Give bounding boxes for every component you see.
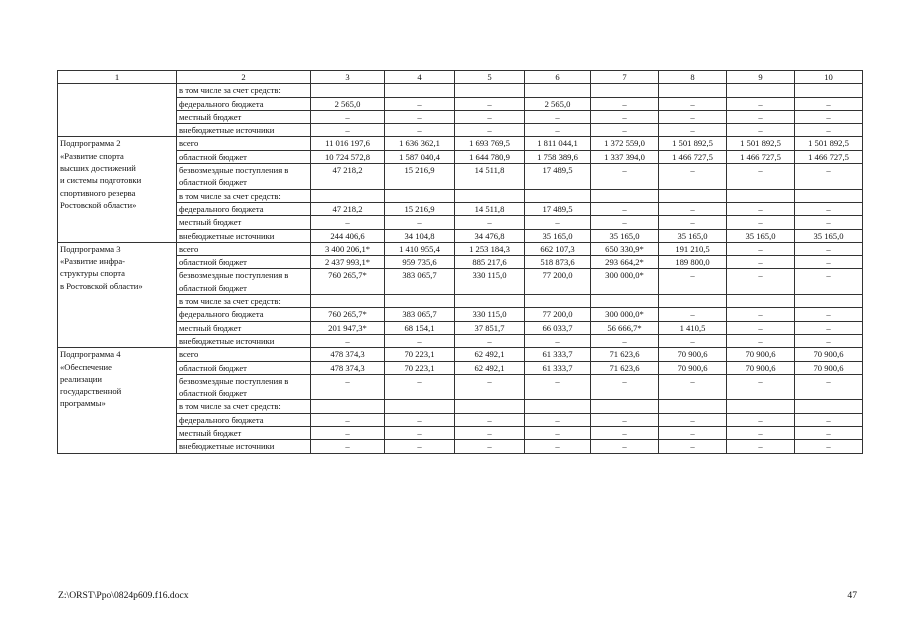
amount-cell: – — [727, 242, 795, 255]
amount-cell: – — [455, 97, 525, 110]
amount-cell: – — [385, 124, 455, 137]
amount-cell: – — [591, 413, 659, 426]
amount-cell: – — [795, 334, 863, 347]
amount-cell: 201 947,3* — [311, 321, 385, 334]
amount-cell — [591, 400, 659, 413]
funding-source-label: федерального бюджета — [177, 97, 311, 110]
subprogram-name-line: структуры спорта — [60, 268, 125, 279]
amount-cell: 1 811 044,1 — [525, 137, 591, 150]
amount-cell: 35 165,0 — [525, 229, 591, 242]
amount-cell — [659, 400, 727, 413]
amount-cell: 70 900,6 — [659, 348, 727, 361]
amount-cell: – — [525, 124, 591, 137]
table-row — [58, 84, 863, 97]
amount-cell: – — [727, 334, 795, 347]
amount-cell: – — [727, 440, 795, 453]
table-row — [58, 164, 863, 190]
amount-cell: 17 489,5 — [525, 164, 591, 190]
amount-cell — [795, 295, 863, 308]
amount-cell: – — [727, 124, 795, 137]
funding-source-label: в том числе за счет средств: — [177, 400, 311, 413]
column-header-4: 4 — [385, 71, 455, 84]
funding-source-label: в том числе за счет средств: — [177, 189, 311, 202]
amount-cell: – — [727, 256, 795, 269]
amount-cell: 1 644 780,9 — [455, 150, 525, 163]
amount-cell: – — [311, 334, 385, 347]
amount-cell: 1 501 892,5 — [659, 137, 727, 150]
funding-source-label: в том числе за счет средств: — [177, 84, 311, 97]
amount-cell: – — [385, 440, 455, 453]
amount-cell: 330 115,0 — [455, 269, 525, 295]
subprogram-name — [58, 348, 177, 453]
amount-cell: – — [795, 269, 863, 295]
funding-source-label: местный бюджет — [177, 216, 311, 229]
amount-cell: 885 217,6 — [455, 256, 525, 269]
table-row — [58, 202, 863, 215]
amount-cell — [385, 84, 455, 97]
funding-source-label: местный бюджет — [177, 321, 311, 334]
amount-cell: – — [525, 110, 591, 123]
amount-cell: 10 724 572,8 — [311, 150, 385, 163]
amount-cell: 70 900,6 — [795, 348, 863, 361]
amount-cell: 478 374,3 — [311, 348, 385, 361]
amount-cell: – — [455, 110, 525, 123]
amount-cell — [659, 295, 727, 308]
amount-cell: – — [591, 110, 659, 123]
amount-cell: 293 664,2* — [591, 256, 659, 269]
amount-cell: – — [385, 97, 455, 110]
amount-cell: 1 466 727,5 — [727, 150, 795, 163]
amount-cell: 650 330,9* — [591, 242, 659, 255]
amount-cell: 11 016 197,6 — [311, 137, 385, 150]
subprogram-name-line: спортивного резерва — [60, 187, 136, 198]
table-row — [58, 295, 863, 308]
amount-cell — [311, 295, 385, 308]
funding-source-label: федерального бюджета — [177, 413, 311, 426]
subprogram-name-line: высших достижений — [60, 163, 136, 174]
amount-cell: 70 223,1 — [385, 361, 455, 374]
amount-cell: – — [727, 321, 795, 334]
subprogram-name-line: и системы подготовки — [60, 175, 142, 186]
amount-cell — [659, 189, 727, 202]
column-header-10: 10 — [795, 71, 863, 84]
amount-cell: 300 000,0* — [591, 269, 659, 295]
document-path: Z:\ORST\Ppo\0824p609.f16.docx — [58, 590, 189, 601]
amount-cell: 61 333,7 — [525, 348, 591, 361]
funding-source-label: всего — [177, 242, 311, 255]
amount-cell — [311, 84, 385, 97]
funding-source-label: федерального бюджета — [177, 202, 311, 215]
amount-cell — [311, 189, 385, 202]
amount-cell: – — [525, 427, 591, 440]
amount-cell: – — [795, 110, 863, 123]
amount-cell: – — [311, 216, 385, 229]
funding-source-label: внебюджетные источники — [177, 440, 311, 453]
amount-cell: – — [525, 413, 591, 426]
funding-source-label: внебюджетные источники — [177, 229, 311, 242]
amount-cell: 56 666,7* — [591, 321, 659, 334]
amount-cell: – — [727, 427, 795, 440]
table-row — [58, 216, 863, 229]
amount-cell — [385, 400, 455, 413]
amount-cell — [455, 295, 525, 308]
amount-cell: – — [727, 164, 795, 190]
column-header-1: 1 — [58, 71, 177, 84]
amount-cell: 1 501 892,5 — [727, 137, 795, 150]
column-header-8: 8 — [659, 71, 727, 84]
table-row — [58, 321, 863, 334]
amount-cell: – — [795, 256, 863, 269]
amount-cell — [591, 295, 659, 308]
amount-cell: 15 216,9 — [385, 202, 455, 215]
amount-cell: – — [795, 124, 863, 137]
amount-cell — [525, 400, 591, 413]
amount-cell — [385, 295, 455, 308]
amount-cell: 70 900,6 — [727, 361, 795, 374]
amount-cell: – — [795, 216, 863, 229]
amount-cell — [455, 189, 525, 202]
table-row — [58, 374, 863, 400]
amount-cell: – — [385, 216, 455, 229]
header-row — [58, 71, 863, 84]
amount-cell: 1 410,5 — [659, 321, 727, 334]
amount-cell: 70 223,1 — [385, 348, 455, 361]
amount-cell: 17 489,5 — [525, 202, 591, 215]
amount-cell: – — [795, 202, 863, 215]
amount-cell: 1 337 394,0 — [591, 150, 659, 163]
subprogram-name-line: государственной — [60, 386, 122, 397]
amount-cell: – — [525, 216, 591, 229]
amount-cell: 71 623,6 — [591, 361, 659, 374]
amount-cell: – — [311, 110, 385, 123]
subprogram-name-line: Подпрограмма 2 — [60, 138, 121, 149]
amount-cell: – — [659, 440, 727, 453]
table-row — [58, 400, 863, 413]
subprogram-name-line: реализации — [60, 373, 102, 384]
funding-source-label: федерального бюджета — [177, 308, 311, 321]
amount-cell: 662 107,3 — [525, 242, 591, 255]
amount-cell — [727, 84, 795, 97]
amount-cell: – — [795, 164, 863, 190]
amount-cell: – — [385, 110, 455, 123]
table-row — [58, 440, 863, 453]
table-row — [58, 348, 863, 361]
amount-cell: – — [727, 269, 795, 295]
amount-cell: – — [659, 374, 727, 400]
amount-cell: 35 165,0 — [659, 229, 727, 242]
amount-cell: – — [795, 97, 863, 110]
table-row — [58, 150, 863, 163]
amount-cell: – — [795, 413, 863, 426]
table-row — [58, 242, 863, 255]
amount-cell: – — [659, 202, 727, 215]
amount-cell: – — [795, 308, 863, 321]
amount-cell — [795, 189, 863, 202]
amount-cell: – — [591, 164, 659, 190]
table-row — [58, 361, 863, 374]
amount-cell: 35 165,0 — [591, 229, 659, 242]
funding-source-label: безвозмездные поступления в областной бюджет — [177, 164, 311, 190]
amount-cell: 760 265,7* — [311, 308, 385, 321]
amount-cell: 2 565,0 — [311, 97, 385, 110]
table-row — [58, 308, 863, 321]
table-row — [58, 110, 863, 123]
amount-cell: 300 000,0* — [591, 308, 659, 321]
table-row — [58, 334, 863, 347]
amount-cell: 1 466 727,5 — [659, 150, 727, 163]
amount-cell: 1 758 389,6 — [525, 150, 591, 163]
amount-cell: – — [591, 202, 659, 215]
amount-cell: 70 900,6 — [727, 348, 795, 361]
amount-cell: – — [795, 242, 863, 255]
amount-cell — [455, 84, 525, 97]
amount-cell — [525, 295, 591, 308]
amount-cell: 383 065,7 — [385, 269, 455, 295]
amount-cell: – — [659, 164, 727, 190]
table-row — [58, 229, 863, 242]
amount-cell: – — [455, 413, 525, 426]
amount-cell: 66 033,7 — [525, 321, 591, 334]
subprogram-name — [58, 242, 177, 347]
table-row — [58, 256, 863, 269]
column-header-6: 6 — [525, 71, 591, 84]
amount-cell: – — [659, 308, 727, 321]
amount-cell: – — [311, 427, 385, 440]
amount-cell: 1 466 727,5 — [795, 150, 863, 163]
amount-cell: – — [727, 374, 795, 400]
funding-source-label: внебюджетные источники — [177, 124, 311, 137]
amount-cell: – — [385, 427, 455, 440]
amount-cell: 15 216,9 — [385, 164, 455, 190]
amount-cell: – — [525, 334, 591, 347]
amount-cell: 34 476,8 — [455, 229, 525, 242]
amount-cell — [311, 400, 385, 413]
amount-cell — [795, 84, 863, 97]
column-header-7: 7 — [591, 71, 659, 84]
amount-cell: 62 492,1 — [455, 348, 525, 361]
table-row — [58, 137, 863, 150]
table-row — [58, 427, 863, 440]
budget-table-body — [58, 71, 863, 454]
amount-cell: – — [455, 124, 525, 137]
amount-cell: 518 873,6 — [525, 256, 591, 269]
amount-cell: 478 374,3 — [311, 361, 385, 374]
amount-cell — [727, 189, 795, 202]
subprogram-name-line: программы» — [60, 398, 106, 409]
column-header-3: 3 — [311, 71, 385, 84]
amount-cell: 14 511,8 — [455, 164, 525, 190]
funding-source-label: безвозмездные поступления в областной бюджет — [177, 374, 311, 400]
amount-cell: 760 265,7* — [311, 269, 385, 295]
amount-cell: 189 800,0 — [659, 256, 727, 269]
amount-cell: 959 735,6 — [385, 256, 455, 269]
table-row — [58, 189, 863, 202]
amount-cell: 1 372 559,0 — [591, 137, 659, 150]
subprogram-name-line: Подпрограмма 4 — [60, 349, 121, 360]
amount-cell — [525, 84, 591, 97]
amount-cell — [591, 189, 659, 202]
amount-cell: 77 200,0 — [525, 269, 591, 295]
amount-cell: – — [727, 97, 795, 110]
amount-cell: 191 210,5 — [659, 242, 727, 255]
amount-cell: 2 437 993,1* — [311, 256, 385, 269]
amount-cell — [591, 84, 659, 97]
amount-cell: – — [659, 413, 727, 426]
amount-cell — [525, 189, 591, 202]
amount-cell: – — [659, 110, 727, 123]
amount-cell: – — [591, 97, 659, 110]
amount-cell: – — [795, 440, 863, 453]
subprogram-name-line: Ростовской области» — [60, 199, 137, 210]
amount-cell: 244 406,6 — [311, 229, 385, 242]
amount-cell: – — [659, 269, 727, 295]
amount-cell: 37 851,7 — [455, 321, 525, 334]
amount-cell: – — [795, 321, 863, 334]
funding-source-label: всего — [177, 137, 311, 150]
table-row — [58, 124, 863, 137]
amount-cell: – — [311, 440, 385, 453]
amount-cell: – — [727, 202, 795, 215]
amount-cell: 47 218,2 — [311, 164, 385, 190]
amount-cell: 1 253 184,3 — [455, 242, 525, 255]
amount-cell: – — [659, 427, 727, 440]
amount-cell: 35 165,0 — [727, 229, 795, 242]
amount-cell: 61 333,7 — [525, 361, 591, 374]
funding-source-label: внебюджетные источники — [177, 334, 311, 347]
funding-source-label: в том числе за счет средств: — [177, 295, 311, 308]
amount-cell: – — [727, 216, 795, 229]
amount-cell: 71 623,6 — [591, 348, 659, 361]
budget-table — [57, 70, 863, 454]
subprogram-name-line: «Обеспечение — [60, 361, 112, 372]
amount-cell: 330 115,0 — [455, 308, 525, 321]
amount-cell — [455, 400, 525, 413]
subprogram-name-line: «Развитие спорта — [60, 150, 124, 161]
amount-cell: 47 218,2 — [311, 202, 385, 215]
amount-cell: 77 200,0 — [525, 308, 591, 321]
amount-cell: – — [659, 97, 727, 110]
amount-cell: – — [591, 427, 659, 440]
funding-source-label: областной бюджет — [177, 361, 311, 374]
amount-cell: – — [727, 413, 795, 426]
amount-cell: 68 154,1 — [385, 321, 455, 334]
amount-cell: – — [455, 216, 525, 229]
funding-source-label: областной бюджет — [177, 256, 311, 269]
amount-cell: 1 636 362,1 — [385, 137, 455, 150]
funding-source-label: безвозмездные поступления в областной бюджет — [177, 269, 311, 295]
amount-cell: 1 501 892,5 — [795, 137, 863, 150]
amount-cell: – — [591, 216, 659, 229]
amount-cell — [727, 295, 795, 308]
amount-cell: – — [591, 374, 659, 400]
amount-cell: – — [455, 427, 525, 440]
table-row — [58, 413, 863, 426]
column-header-5: 5 — [455, 71, 525, 84]
amount-cell: – — [311, 413, 385, 426]
subprogram-name-line: в Ростовской области» — [60, 280, 143, 291]
subprogram-name-line: «Развитие инфра- — [60, 256, 125, 267]
amount-cell: 35 165,0 — [795, 229, 863, 242]
funding-source-label: областной бюджет — [177, 150, 311, 163]
amount-cell: 70 900,6 — [795, 361, 863, 374]
column-header-2: 2 — [177, 71, 311, 84]
amount-cell: 383 065,7 — [385, 308, 455, 321]
amount-cell: 1 410 955,4 — [385, 242, 455, 255]
table-row — [58, 269, 863, 295]
amount-cell: – — [727, 110, 795, 123]
page-number: 47 — [847, 590, 857, 601]
amount-cell: – — [455, 334, 525, 347]
amount-cell: – — [591, 440, 659, 453]
amount-cell: – — [591, 334, 659, 347]
amount-cell: 62 492,1 — [455, 361, 525, 374]
table-row — [58, 97, 863, 110]
amount-cell: 70 900,6 — [659, 361, 727, 374]
subprogram-name-line: Подпрограмма 3 — [60, 243, 121, 254]
amount-cell: – — [659, 216, 727, 229]
amount-cell — [385, 189, 455, 202]
amount-cell: – — [455, 440, 525, 453]
subprogram-name — [58, 84, 177, 137]
amount-cell: 1 587 040,4 — [385, 150, 455, 163]
amount-cell: – — [525, 374, 591, 400]
amount-cell: 2 565,0 — [525, 97, 591, 110]
amount-cell: – — [795, 374, 863, 400]
amount-cell: 14 511,8 — [455, 202, 525, 215]
amount-cell: 3 400 206,1* — [311, 242, 385, 255]
amount-cell: – — [591, 124, 659, 137]
amount-cell: – — [795, 427, 863, 440]
amount-cell: – — [311, 124, 385, 137]
subprogram-name — [58, 137, 177, 242]
column-header-9: 9 — [727, 71, 795, 84]
funding-source-label: местный бюджет — [177, 427, 311, 440]
amount-cell — [795, 400, 863, 413]
amount-cell: – — [385, 413, 455, 426]
funding-source-label: местный бюджет — [177, 110, 311, 123]
amount-cell: – — [525, 440, 591, 453]
funding-source-label: всего — [177, 348, 311, 361]
amount-cell — [727, 400, 795, 413]
amount-cell: – — [659, 334, 727, 347]
amount-cell: 1 693 769,5 — [455, 137, 525, 150]
amount-cell: – — [659, 124, 727, 137]
amount-cell: – — [727, 308, 795, 321]
amount-cell: – — [311, 374, 385, 400]
amount-cell: – — [385, 374, 455, 400]
amount-cell: – — [385, 334, 455, 347]
amount-cell — [659, 84, 727, 97]
amount-cell: – — [455, 374, 525, 400]
amount-cell: 34 104,8 — [385, 229, 455, 242]
